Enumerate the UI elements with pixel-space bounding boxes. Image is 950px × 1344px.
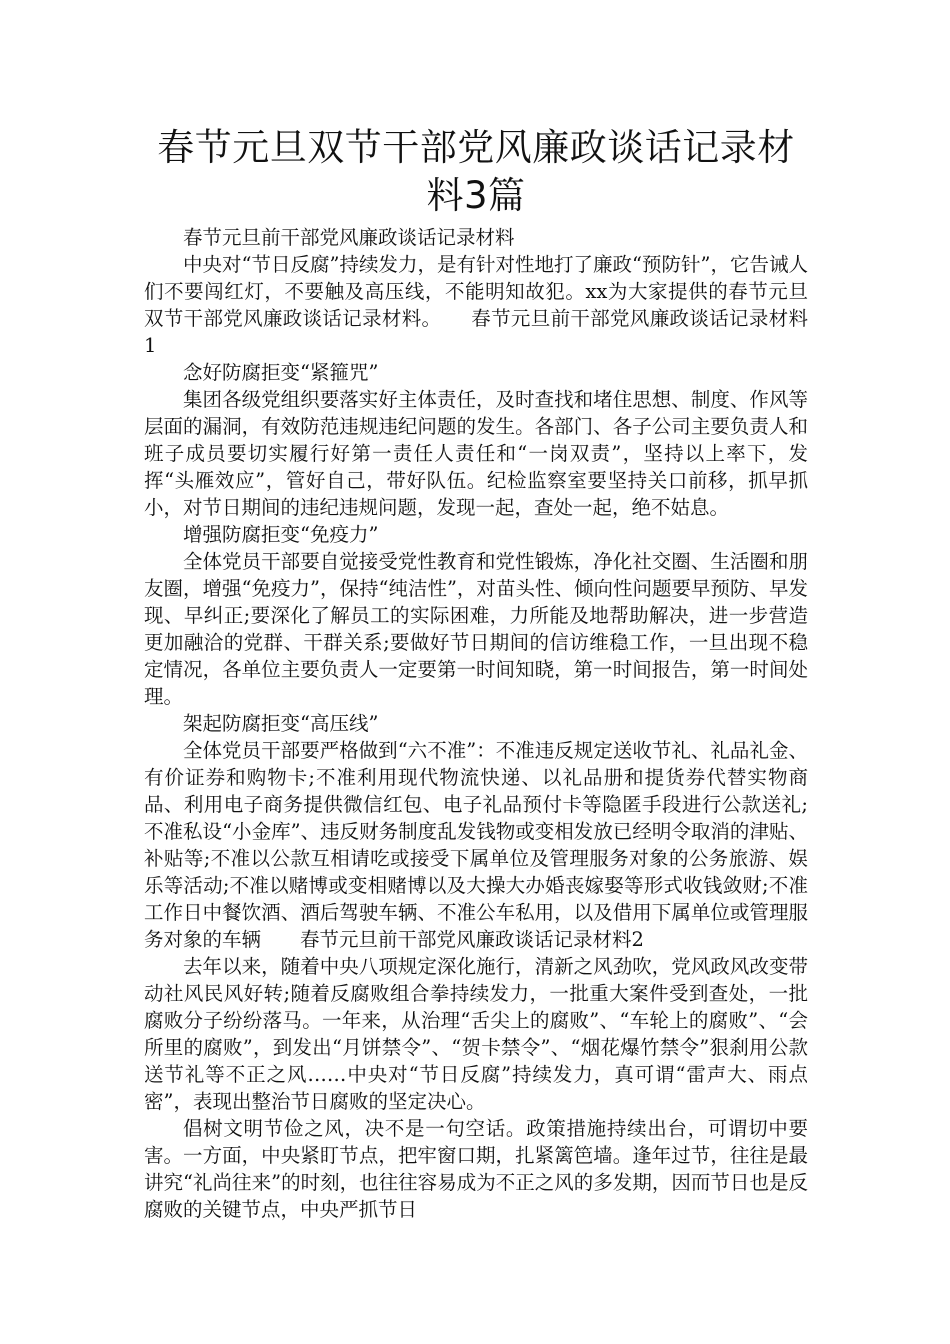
document-page — [144, 124, 808, 1223]
body-paragraph: 去年以来，随着中央八项规定深化施行，清新之风劲吹，党风政风改变带动社风民风好转;随着反腐败组合拳持续发力，一批重大案件受到查处，一批腐败分子纷纷落马。一年来，从治理“舌尖上的腐败”、“车轮上的腐败”、“会所里的腐败”，到发出“月饼禁令”、“贺卡禁令”、“烟花爆竹禁令”狠刹用公款送节礼等不正之风……中央对“节日反腐”持续发力，真可谓“雷声大、雨点密”，表现出整治节日腐败的坚定决心。 — [144, 955, 808, 1113]
body-paragraph: 全体党员干部要严格做到“六不准”：不准违反规定送收节礼、礼品礼金、有价证券和购物卡;不准利用现代物流快递、以礼品册和提货券代替实物商品、利用电子商务提供微信红包、电子礼品预付卡等隐匿手段进行公款送礼;不准私设“小金库”、违反财务制度乱发钱物或变相发放已经明令取消的津贴、补贴等;不准以公款互相请吃或接受下属单位及管理服务对象的公务旅游、娱乐等活动;不准以赌博或变相赌博以及大操大办婚丧嫁娶等形式收钱敛财;不准工作日中餐饮酒、酒后驾驶车辆、不准公车私用，以及借用下属单位或管理服务对象的车辆 春节元旦前干部党风廉政谈话记录材料2 — [144, 739, 808, 951]
body-paragraph: 全体党员干部要自觉接受党性教育和党性锻炼，净化社交圈、生活圈和朋友圈，增强“免疫力”，保持“纯洁性”，对苗头性、倾向性问题要早预防、早发现、早纠正;要深化了解员工的实际困难，力所能及地帮助解决，进一步营造更加融洽的党群、干群关系;要做好节日期间的信访维稳工作，一旦出现不稳定情况，各单位主要负责人一定要第一时间知晓，第一时间报告，第一时间处理。 — [144, 550, 808, 708]
body-paragraph: 集团各级党组织要落实好主体责任，及时查找和堵住思想、制度、作风等层面的漏洞，有效防范违规违纪问题的发生。各部门、各子公司主要负责人和班子成员要切实履行好第一责任人责任和“一岗双责”，坚持以上率下，发挥“头雁效应”，管好自己，带好队伍。纪检监察室要坚持关口前移，抓早抓小，对节日期间的违纪违规问题，发现一起，查处一起，绝不姑息。 — [144, 388, 808, 519]
section-heading: 念好防腐拒变“紧箍咒” — [183, 361, 379, 384]
section-heading: 架起防腐拒变“高压线” — [183, 712, 379, 735]
section-heading: 增强防腐拒变“免疫力” — [183, 523, 379, 546]
body-paragraph: 中央对“节日反腐”持续发力，是有针对性地打了廉政“预防针”，它告诫人们不要闯红灯，不要触及高压线，不能明知故犯。xx为大家提供的春节元旦双节干部党风廉政谈话记录材料。 春节元旦前干部党风廉政谈话记录材料1 — [144, 253, 808, 357]
document-body — [144, 224, 808, 1223]
document-title: 春节元旦双节干部党风廉政谈话记录材料3篇 — [157, 126, 795, 217]
section-heading: 春节元旦前干部党风廉政谈话记录材料 — [183, 226, 515, 249]
body-paragraph: 倡树文明节俭之风，决不是一句空话。政策措施持续出台，可谓切中要害。一方面，中央紧盯节点，把牢窗口期，扎紧篱笆墙。逢年过节，往往是最讲究“礼尚往来”的时刻，也往往容易成为不正之风的多发期，因而节日也是反腐败的关键节点，中央严抓节日 — [144, 1117, 808, 1221]
